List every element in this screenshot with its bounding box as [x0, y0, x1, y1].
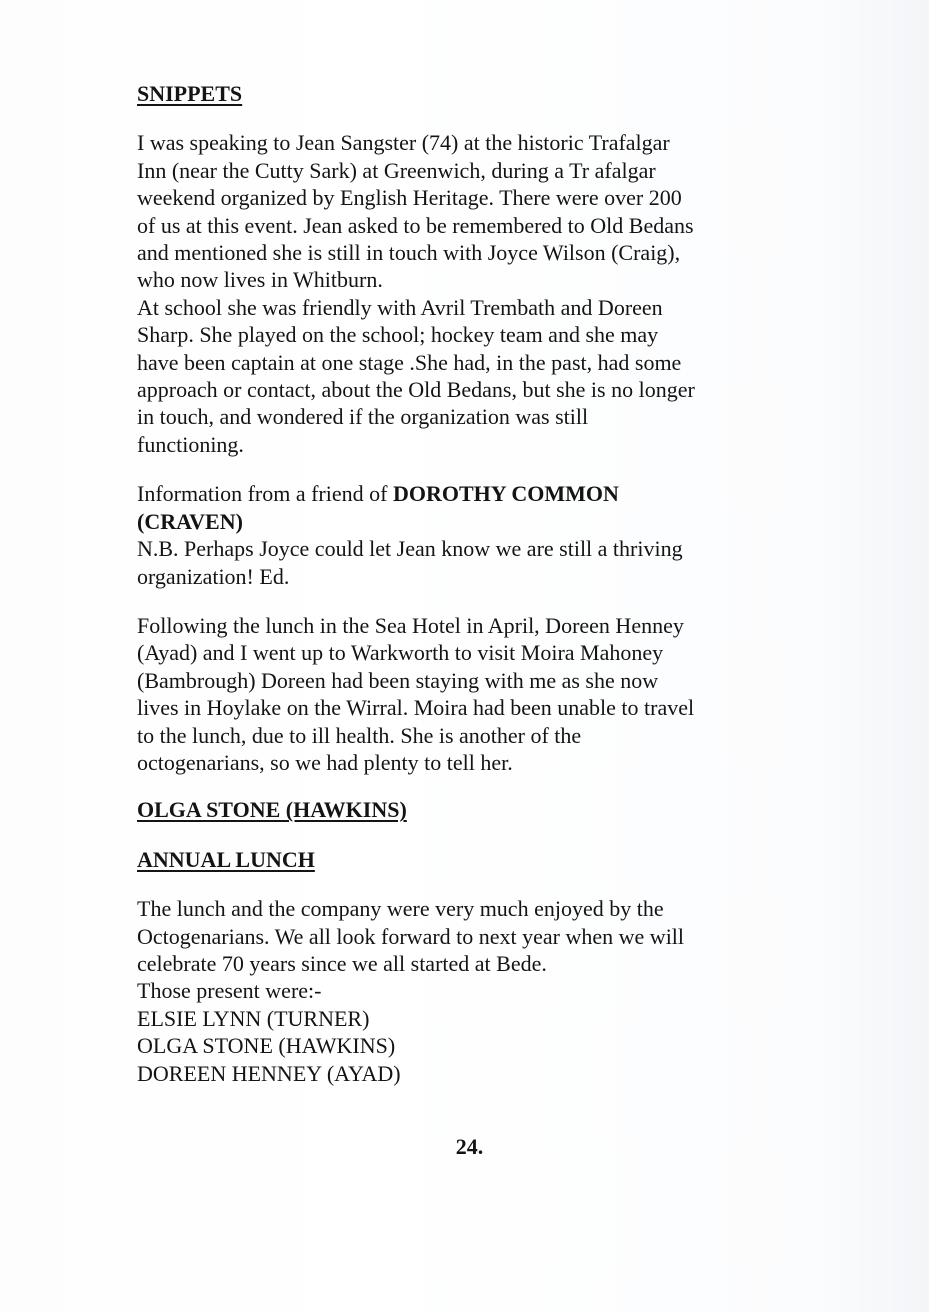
- text-line: of us at this event. Jean asked to be remembered to Old Bedans: [137, 212, 694, 238]
- text-line: organization! Ed.: [137, 563, 290, 589]
- information-name-line2: (CRAVEN): [137, 508, 243, 534]
- information-name: DOROTHY COMMON: [392, 481, 619, 507]
- text-line: [137, 480, 817, 507]
- snippets-paragraph-3: [137, 612, 817, 776]
- attendee: ELSIE LYNN (TURNER): [137, 1005, 370, 1031]
- editor-note: [137, 535, 817, 590]
- text-line: Following the lunch in the Sea Hotel in April, Doreen Henney: [137, 612, 684, 638]
- text-line: have been captain at one stage .She had, in the past, had some: [137, 349, 682, 375]
- text-line: functioning.: [137, 431, 244, 457]
- text-line: Sharp. She played on the school; hockey team and she may: [137, 322, 659, 348]
- text-line: octogenarians, so we had plenty to tell her.: [137, 749, 513, 775]
- text-line: celebrate 70 years since we all started at Bede.: [137, 950, 547, 976]
- information-prefix: Information from a friend of: [137, 481, 393, 507]
- text-line: I was speaking to Jean Sangster (74) at the historic Trafalgar: [137, 130, 670, 156]
- text-line: who now lives in Whitburn.: [137, 267, 383, 293]
- text-line: in touch, and wondered if the organization was still: [137, 404, 589, 430]
- attendee: DOREEN HENNEY (AYAD): [137, 1060, 401, 1086]
- present-label: Those present were:-: [137, 978, 322, 1004]
- text-line: N.B. Perhaps Joyce could let Jean know we are still a thriving: [137, 536, 683, 562]
- snippets-heading: SNIPPETS: [137, 81, 243, 106]
- text-line: Octogenarians. We all look forward to next year when we will: [137, 923, 685, 949]
- author-signature: OLGA STONE (HAWKINS): [137, 797, 407, 823]
- text-line: to the lunch, due to ill health. She is another of the: [137, 722, 582, 748]
- annual-lunch-paragraph: [137, 895, 817, 1087]
- page-number: 24.: [455, 1134, 484, 1159]
- text-line: The lunch and the company were very much enjoyed by the: [137, 896, 664, 922]
- information-credit: [137, 480, 817, 535]
- text-line: (Bambrough) Doreen had been staying with me as she now: [137, 667, 659, 693]
- text-line: lives in Hoylake on the Wirral. Moira had been unable to travel: [137, 695, 695, 721]
- text-line: weekend organized by English Heritage. There were over 200: [137, 185, 682, 211]
- text-line: Inn (near the Cutty Sark) at Greenwich, during a Tr afalgar: [137, 157, 656, 183]
- snippets-paragraph-1: [137, 129, 817, 293]
- attendee: OLGA STONE (HAWKINS): [137, 1033, 396, 1059]
- page-content: [137, 80, 817, 1087]
- snippets-paragraph-2: [137, 294, 817, 458]
- text-line: approach or contact, about the Old Bedans, but she is no longer: [137, 377, 695, 403]
- text-line: and mentioned she is still in touch with Joyce Wilson (Craig),: [137, 240, 681, 266]
- annual-lunch-heading: ANNUAL LUNCH: [137, 846, 315, 872]
- text-line: (Ayad) and I went up to Warkworth to visit Moira Mahoney: [137, 640, 664, 666]
- text-line: At school she was friendly with Avril Trembath and Doreen: [137, 294, 663, 320]
